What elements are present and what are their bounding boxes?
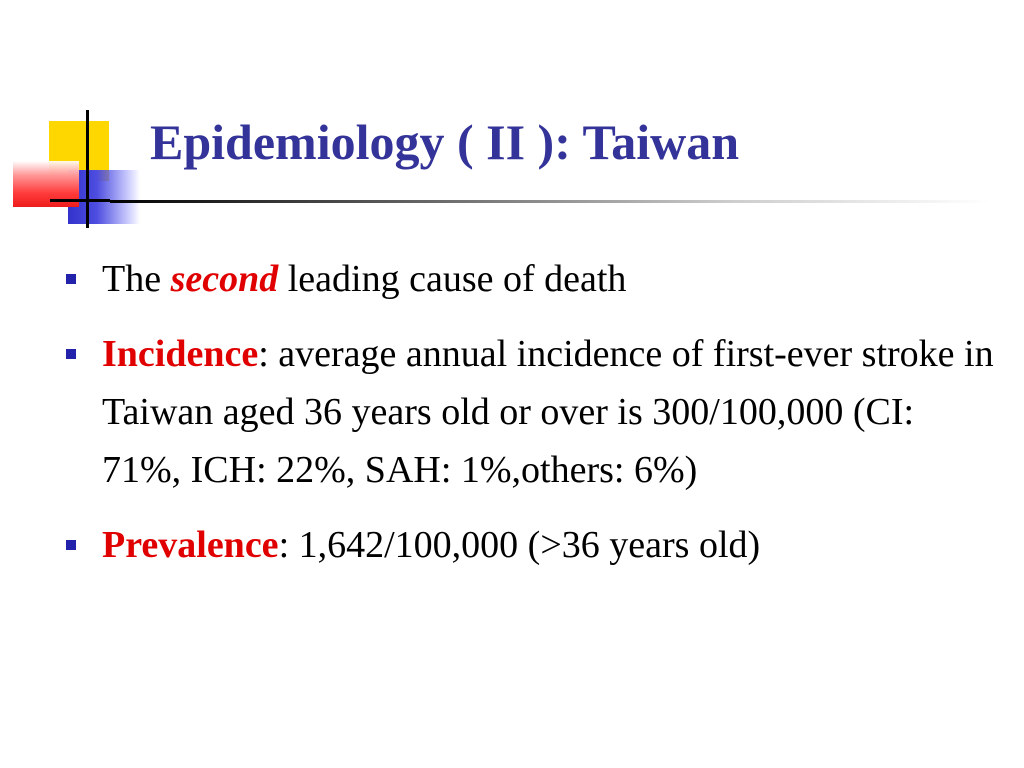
bullet-highlight-prevalence: Prevalence <box>102 524 279 566</box>
bullet-text-prevalence: : 1,642/100,000 (>36 years old) <box>278 524 761 566</box>
square-bullet-icon <box>66 349 76 359</box>
square-bullet-icon <box>66 540 76 550</box>
bullet-item-incidence <box>60 325 1000 499</box>
square-bullet-icon <box>66 274 76 284</box>
bullet-highlight-incidence: Incidence <box>102 333 259 375</box>
bullet-text-before: The <box>102 258 171 300</box>
bullet-highlight-second: second <box>170 258 279 300</box>
logo-horizontal-line <box>50 199 110 202</box>
slide-title: Epidemiology ( II ): Taiwan <box>150 114 740 170</box>
slide-logo-icon <box>0 0 150 240</box>
bullet-item-leading-cause <box>60 250 1000 308</box>
logo-vertical-line <box>86 110 89 228</box>
bullet-list <box>60 250 1000 591</box>
bullet-text-incidence: : average annual incidence of first-ever stroke in Taiwan aged 36 years old or over is 300/100,000 (CI: 71%, ICH: 22%, SAH: 1%,others: 6%) <box>102 333 994 491</box>
bullet-text-after: leading cause of death <box>278 258 627 300</box>
title-underline <box>110 200 990 203</box>
bullet-item-prevalence <box>60 516 1000 574</box>
